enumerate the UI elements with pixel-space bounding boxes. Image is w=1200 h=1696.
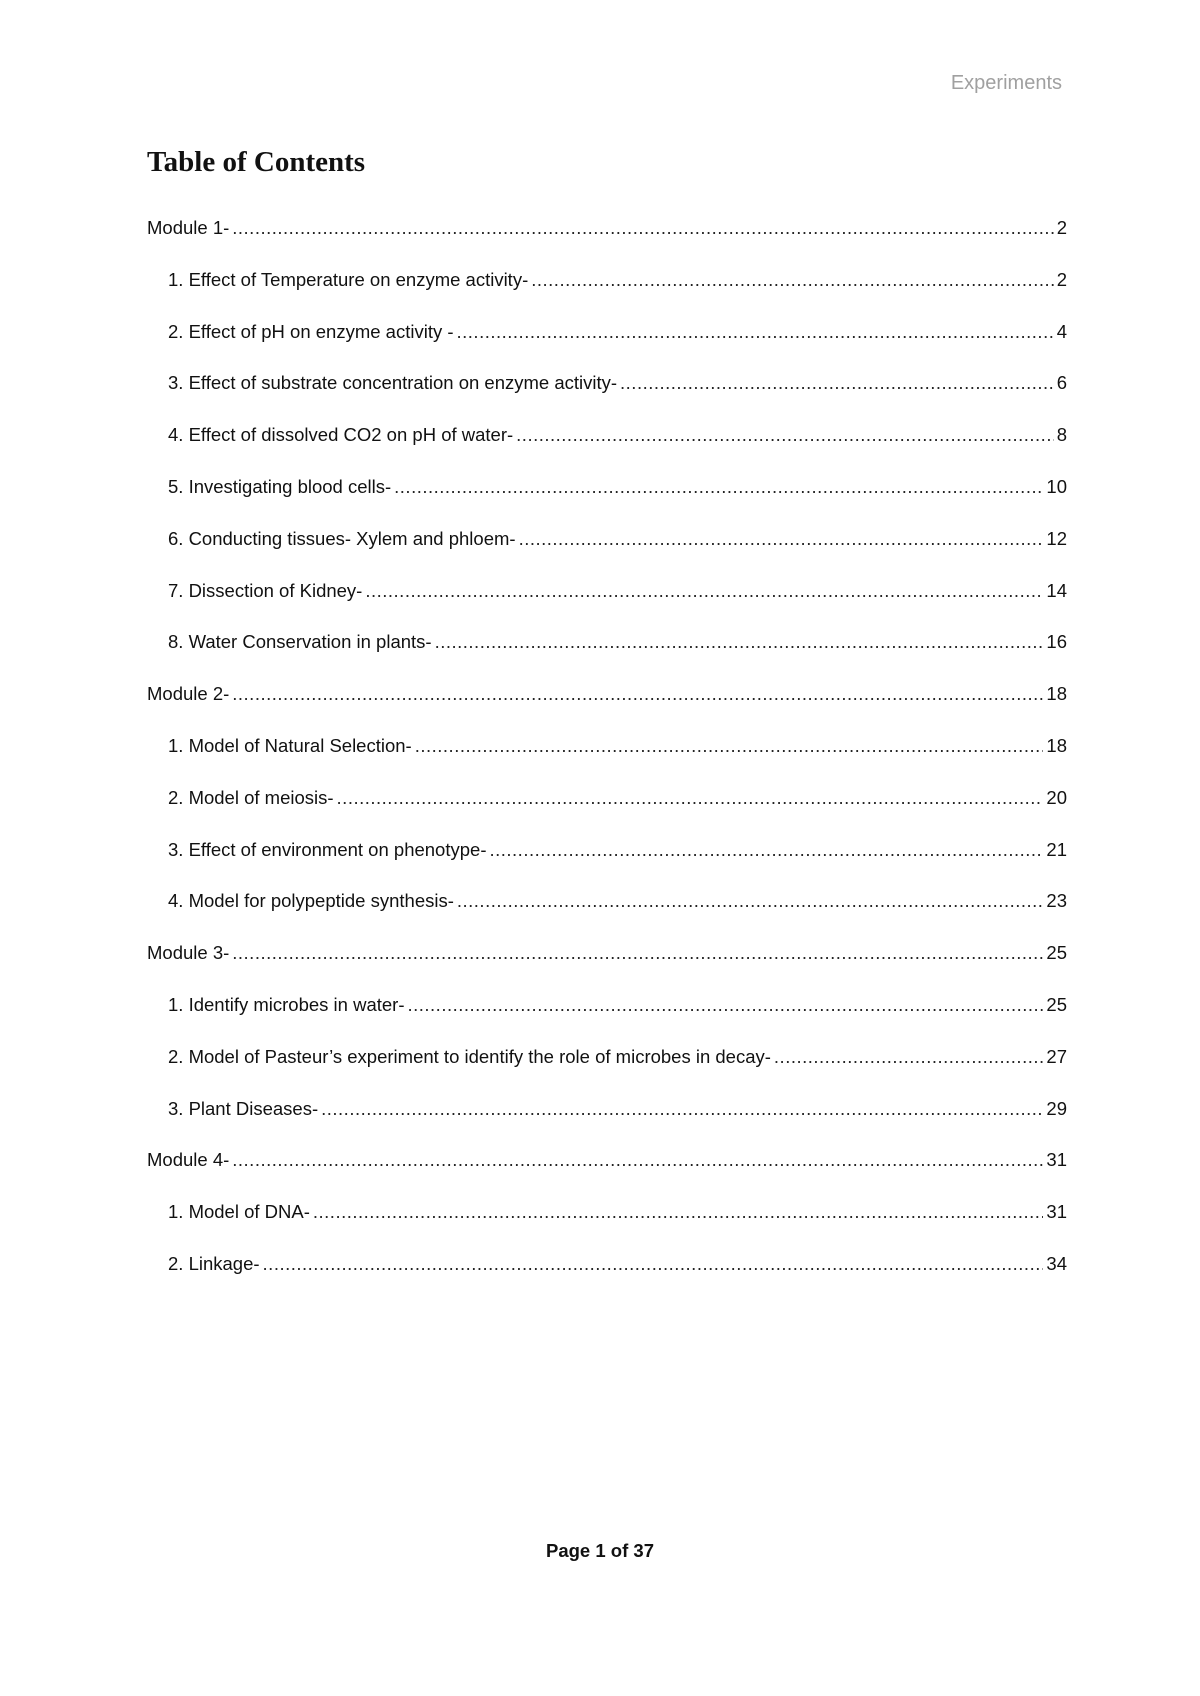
toc-dot-leader [457,321,1054,343]
toc-dot-leader [415,735,1044,757]
toc-entry[interactable] [147,1253,1067,1305]
toc-entry-text: 2. Linkage- [168,1252,260,1274]
toc-entry-text: Module 4- [147,1149,230,1171]
toc-entry-text: 7. Dissection of Kidney- [168,579,363,601]
toc-dot-leader [774,1046,1044,1068]
toc-dot-leader [365,580,1043,602]
toc-page-number: 18 [1046,683,1067,705]
toc-dot-leader [489,839,1043,861]
toc-entry[interactable] [147,476,1067,528]
running-header: Experiments [950,72,1062,94]
toc-dot-leader [457,890,1044,912]
toc-entry[interactable] [147,424,1067,476]
toc-page-number: 21 [1046,838,1067,860]
toc-entry-text: Module 1- [147,217,230,238]
toc-entry[interactable] [147,735,1067,787]
footer-of-word: of [610,1540,629,1561]
toc-dot-leader [232,683,1043,705]
toc-module-entry[interactable] [147,217,1067,269]
toc-entry[interactable] [147,631,1067,683]
toc-page-number: 31 [1046,1201,1067,1223]
toc-page-number: 8 [1056,424,1067,446]
toc-entry-text: 2. Model of meiosis- [168,786,334,808]
toc-entry[interactable] [147,1046,1067,1098]
toc-entry-text: Module 2- [147,683,230,705]
toc-page-number: 29 [1046,1097,1067,1119]
toc-dot-leader [516,424,1054,446]
toc-dot-leader [531,269,1053,291]
toc-entry-text: Module 3- [147,942,230,964]
toc-page-number: 2 [1056,217,1067,238]
toc-dot-leader [519,528,1044,550]
toc-page-number: 16 [1046,631,1067,653]
toc-module-entry[interactable] [147,683,1067,735]
toc-page-number: 6 [1056,372,1067,394]
toc-entry-text: 3. Plant Diseases- [168,1097,319,1119]
toc-entry[interactable] [147,890,1067,942]
toc-entry[interactable] [147,269,1067,321]
toc-dot-leader [620,372,1054,394]
toc-page-number: 25 [1046,942,1067,964]
toc-entry-text: 1. Effect of Temperature on enzyme activity- [168,268,529,290]
toc-dot-leader [407,994,1043,1016]
toc-dot-leader [263,1253,1044,1275]
page-footer [0,1540,1200,1562]
toc-module-entry[interactable] [147,1149,1067,1201]
toc-dot-leader [232,1149,1043,1171]
toc-entry[interactable] [147,787,1067,839]
toc-page-number: 20 [1046,786,1067,808]
toc-entry-text: 6. Conducting tissues- Xylem and phloem- [168,527,516,549]
toc-entry-text: 1. Model of Natural Selection- [168,734,412,756]
toc-entry-text: 5. Investigating blood cells- [168,475,392,497]
toc-page-number: 2 [1056,268,1067,290]
toc-entry-text: 2. Effect of pH on enzyme activity - [168,320,454,342]
toc-dot-leader [321,1098,1043,1120]
table-of-contents [147,217,1067,1305]
toc-entry[interactable] [147,1201,1067,1253]
footer-page-word: Page [546,1540,591,1561]
footer-total-pages: 37 [633,1540,654,1561]
toc-entry[interactable] [147,528,1067,580]
toc-title: Table of Contents [147,146,366,178]
toc-page-number: 23 [1046,890,1067,912]
toc-page-number: 25 [1046,993,1067,1015]
toc-entry-text: 2. Model of Pasteur’s experiment to identify the role of microbes in decay- [168,1045,771,1067]
toc-entry-text: 4. Model for polypeptide synthesis- [168,890,454,912]
toc-page-number: 10 [1046,475,1067,497]
toc-entry-text: 4. Effect of dissolved CO2 on pH of water- [168,424,514,446]
toc-entry-text: 8. Water Conservation in plants- [168,631,432,653]
toc-entry-text: 1. Model of DNA- [168,1201,310,1223]
toc-entry[interactable] [147,839,1067,891]
toc-entry[interactable] [147,372,1067,424]
toc-entry[interactable] [147,580,1067,632]
toc-entry[interactable] [147,1098,1067,1150]
toc-page-number: 14 [1046,579,1067,601]
toc-entry[interactable] [147,994,1067,1046]
toc-dot-leader [232,217,1053,239]
toc-entry[interactable] [147,321,1067,373]
toc-page-number: 34 [1046,1252,1067,1274]
toc-page-number: 18 [1046,734,1067,756]
toc-dot-leader [435,631,1044,653]
toc-page-number: 27 [1046,1045,1067,1067]
toc-entry-text: 3. Effect of environment on phenotype- [168,838,487,860]
toc-page-number: 4 [1056,320,1067,342]
toc-dot-leader [337,787,1044,809]
toc-entry-text: 1. Identify microbes in water- [168,993,405,1015]
toc-dot-leader [232,942,1043,964]
toc-module-entry[interactable] [147,942,1067,994]
toc-page-number: 31 [1046,1149,1067,1171]
footer-current-page: 1 [595,1540,606,1561]
toc-page-number: 12 [1046,527,1067,549]
toc-dot-leader [313,1201,1044,1223]
toc-dot-leader [394,476,1043,498]
toc-entry-text: 3. Effect of substrate concentration on enzyme activity- [168,372,618,394]
